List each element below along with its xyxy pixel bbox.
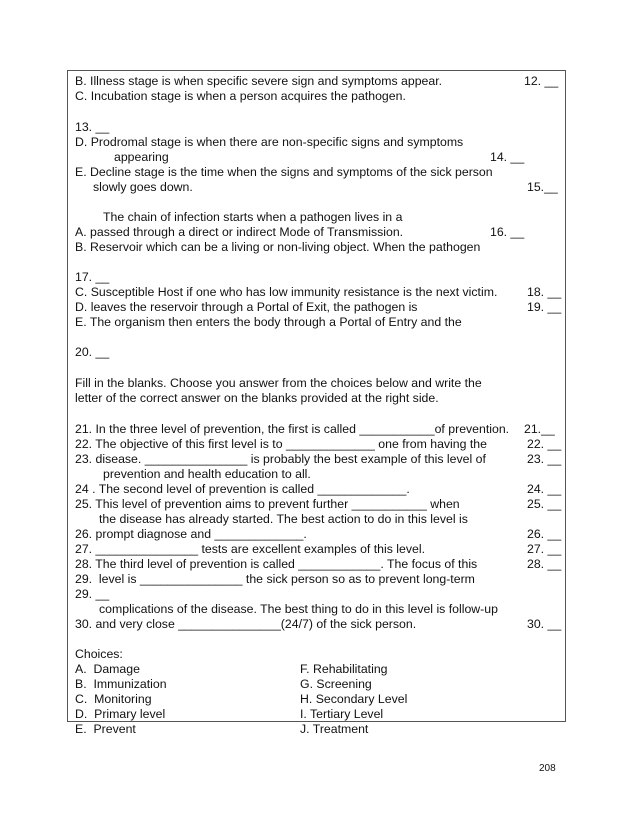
choice-a: A. Damage: [75, 662, 140, 676]
blank-28: 28. __: [527, 557, 562, 571]
blank-23: 23. __: [527, 452, 562, 466]
choice-d: D. Primary level: [75, 707, 166, 721]
blank-24: 24. __: [527, 482, 562, 496]
blank-22: 22. __: [527, 437, 562, 451]
blank-16: 16. __: [490, 225, 525, 239]
chain-b: B. Reservoir which can be a living or non-living object. When the pathogen: [75, 240, 481, 254]
question-25: 25. This level of prevention aims to prevent further ___________ when: [75, 497, 460, 511]
chain-c: C. Susceptible Host if one who has low immunity resistance is the next victim.: [75, 285, 498, 299]
stage-b-text: B. Illness stage is when specific severe sign and symptoms appear.: [75, 74, 443, 88]
stage-c-text: C. Incubation stage is when a person acquires the pathogen.: [75, 89, 406, 103]
blank-20: 20. __: [75, 345, 110, 359]
choice-j: J. Treatment: [300, 722, 369, 736]
blank-17: 17. __: [75, 270, 110, 284]
blank-19: 19. __: [527, 300, 562, 314]
choice-g: G. Screening: [300, 677, 372, 691]
blank-27: 27. __: [527, 542, 562, 556]
instruction-line-1: Fill in the blanks. Choose you answer from the choices below and write the: [75, 376, 482, 390]
question-27: 27. _______________ tests are excellent examples of this level.: [75, 542, 426, 556]
blank-14: 14. __: [490, 150, 525, 164]
choice-e: E. Prevent: [75, 722, 136, 736]
choices-title: Choices:: [75, 647, 123, 661]
choice-c: C. Monitoring: [75, 692, 152, 706]
chain-d: D. leaves the reservoir through a Portal of Exit, the pathogen is: [75, 300, 418, 314]
question-21: 21. In the three level of prevention, the first is called ___________of prevention.: [75, 422, 510, 436]
blank-13: 13. __: [75, 120, 110, 134]
stage-e-text: E. Decline stage is the time when the signs and symptoms of the sick person: [75, 165, 493, 179]
stage-d-text: D. Prodromal stage is when there are non-specific signs and symptoms: [75, 135, 464, 149]
blank-21: 21.__: [524, 422, 555, 436]
stage-e-continued: slowly goes down.: [93, 180, 193, 194]
blank-29: 29. __: [75, 587, 110, 601]
question-23: 23. disease. _______________ is probably the best example of this level of: [75, 452, 486, 466]
question-22: 22. The objective of this first level is to _____________ one from having the: [75, 437, 487, 451]
blank-12: 12. __: [524, 74, 559, 88]
chain-intro: The chain of infection starts when a pathogen lives in a: [103, 210, 403, 224]
choice-b: B. Immunization: [75, 677, 167, 691]
page-number: 208: [539, 763, 556, 774]
choice-h: H. Secondary Level: [300, 692, 408, 706]
question-25-continued: the disease has already started. The best action to do in this level is: [99, 512, 468, 526]
stage-d-continued: appearing: [114, 150, 169, 164]
question-23-continued: prevention and health education to all.: [103, 467, 311, 481]
question-28: 28. The third level of prevention is called ____________. The focus of this: [75, 557, 478, 571]
chain-e: E. The organism then enters the body through a Portal of Entry and the: [75, 315, 462, 329]
question-26: 26. prompt diagnose and _____________.: [75, 527, 307, 541]
instruction-line-2: letter of the correct answer on the blanks provided at the right side.: [75, 391, 439, 405]
blank-26: 26. __: [527, 527, 562, 541]
question-24: 24 . The second level of prevention is called _____________.: [75, 482, 410, 496]
question-29: 29. level is _______________ the sick person so as to prevent long-term: [75, 572, 475, 586]
blank-18: 18. __: [527, 285, 562, 299]
choice-f: F. Rehabilitating: [300, 662, 388, 676]
question-29-continued: complications of the disease. The best thing to do in this level is follow-up: [99, 602, 498, 616]
question-30: 30. and very close _______________(24/7) of the sick person.: [75, 617, 417, 631]
blank-30: 30. __: [527, 617, 562, 631]
blank-25: 25. __: [527, 497, 562, 511]
choice-i: I. Tertiary Level: [300, 707, 384, 721]
blank-15: 15.__: [527, 180, 558, 194]
chain-a: A. passed through a direct or indirect Mode of Transmission.: [75, 225, 404, 239]
